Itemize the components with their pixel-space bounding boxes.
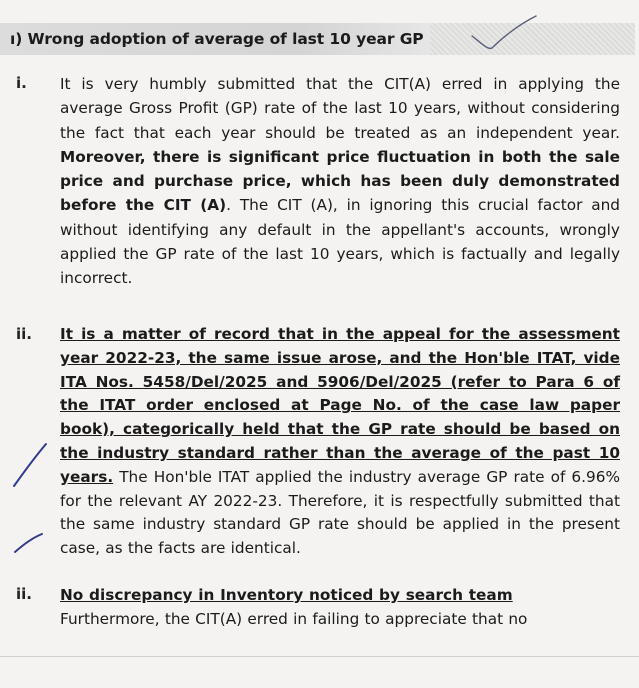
item-number: ii. bbox=[16, 585, 32, 603]
pen-tick-icon bbox=[470, 14, 540, 54]
paragraph-text: . The CIT (A), in ignoring this crucial factor and without identifying any default in the appellant's accounts, wrongly applied the GP rate of the last 10 years, which is factually and legally incorrect. bbox=[60, 196, 620, 288]
heading-text: Wrong adoption of average of last 10 year GP bbox=[27, 30, 424, 48]
item-paragraph bbox=[60, 583, 620, 631]
section-heading bbox=[0, 23, 430, 55]
paragraph-underlined-text: No discrepancy in Inventory noticed by search team bbox=[60, 586, 513, 604]
page-divider bbox=[0, 656, 639, 657]
item-number: ii. bbox=[16, 325, 32, 343]
heading-prefix: ı) bbox=[10, 30, 23, 48]
pen-mark-icon bbox=[10, 440, 50, 490]
paragraph-text: Furthermore, the CIT(A) erred in failing to appreciate that no bbox=[60, 610, 528, 628]
heading-title bbox=[0, 30, 424, 48]
paragraph-text: It is very humbly submitted that the CIT(A) erred in applying the average Gross Profit (GP) rate of the last 10 years, without considering the fact that each year should be treated as an independent year. bbox=[60, 75, 620, 142]
pen-mark-icon bbox=[12, 530, 46, 556]
item-paragraph bbox=[60, 323, 620, 561]
item-paragraph bbox=[60, 72, 620, 291]
paragraph-underlined-text: It is a matter of record that in the appeal for the assessment year 2022-23, the same issue arose, and the Hon'ble ITAT, vide ITA Nos. 5458/Del/2025 and 5906/Del/2025 (refer to Para 6 of the ITAT order enclosed at Page No. of the case law paper book), categorically held that the GP rate should be based on the industry standard rather than the average of the past 10 years. bbox=[60, 325, 620, 486]
item-number: i. bbox=[16, 74, 27, 92]
paragraph-bold-text: Moreover, there is significant price fluctuation in both the sale price and purchase price, which has been duly demonstrated before the CIT (A) bbox=[60, 147, 620, 215]
paragraph-text: The Hon'ble ITAT applied the industry average GP rate of 6.96% for the relevant AY 2022-23. Therefore, it is respectfully submitted that the same industry standard GP rate should be applied in the present case, as the facts are identical. bbox=[60, 467, 620, 558]
